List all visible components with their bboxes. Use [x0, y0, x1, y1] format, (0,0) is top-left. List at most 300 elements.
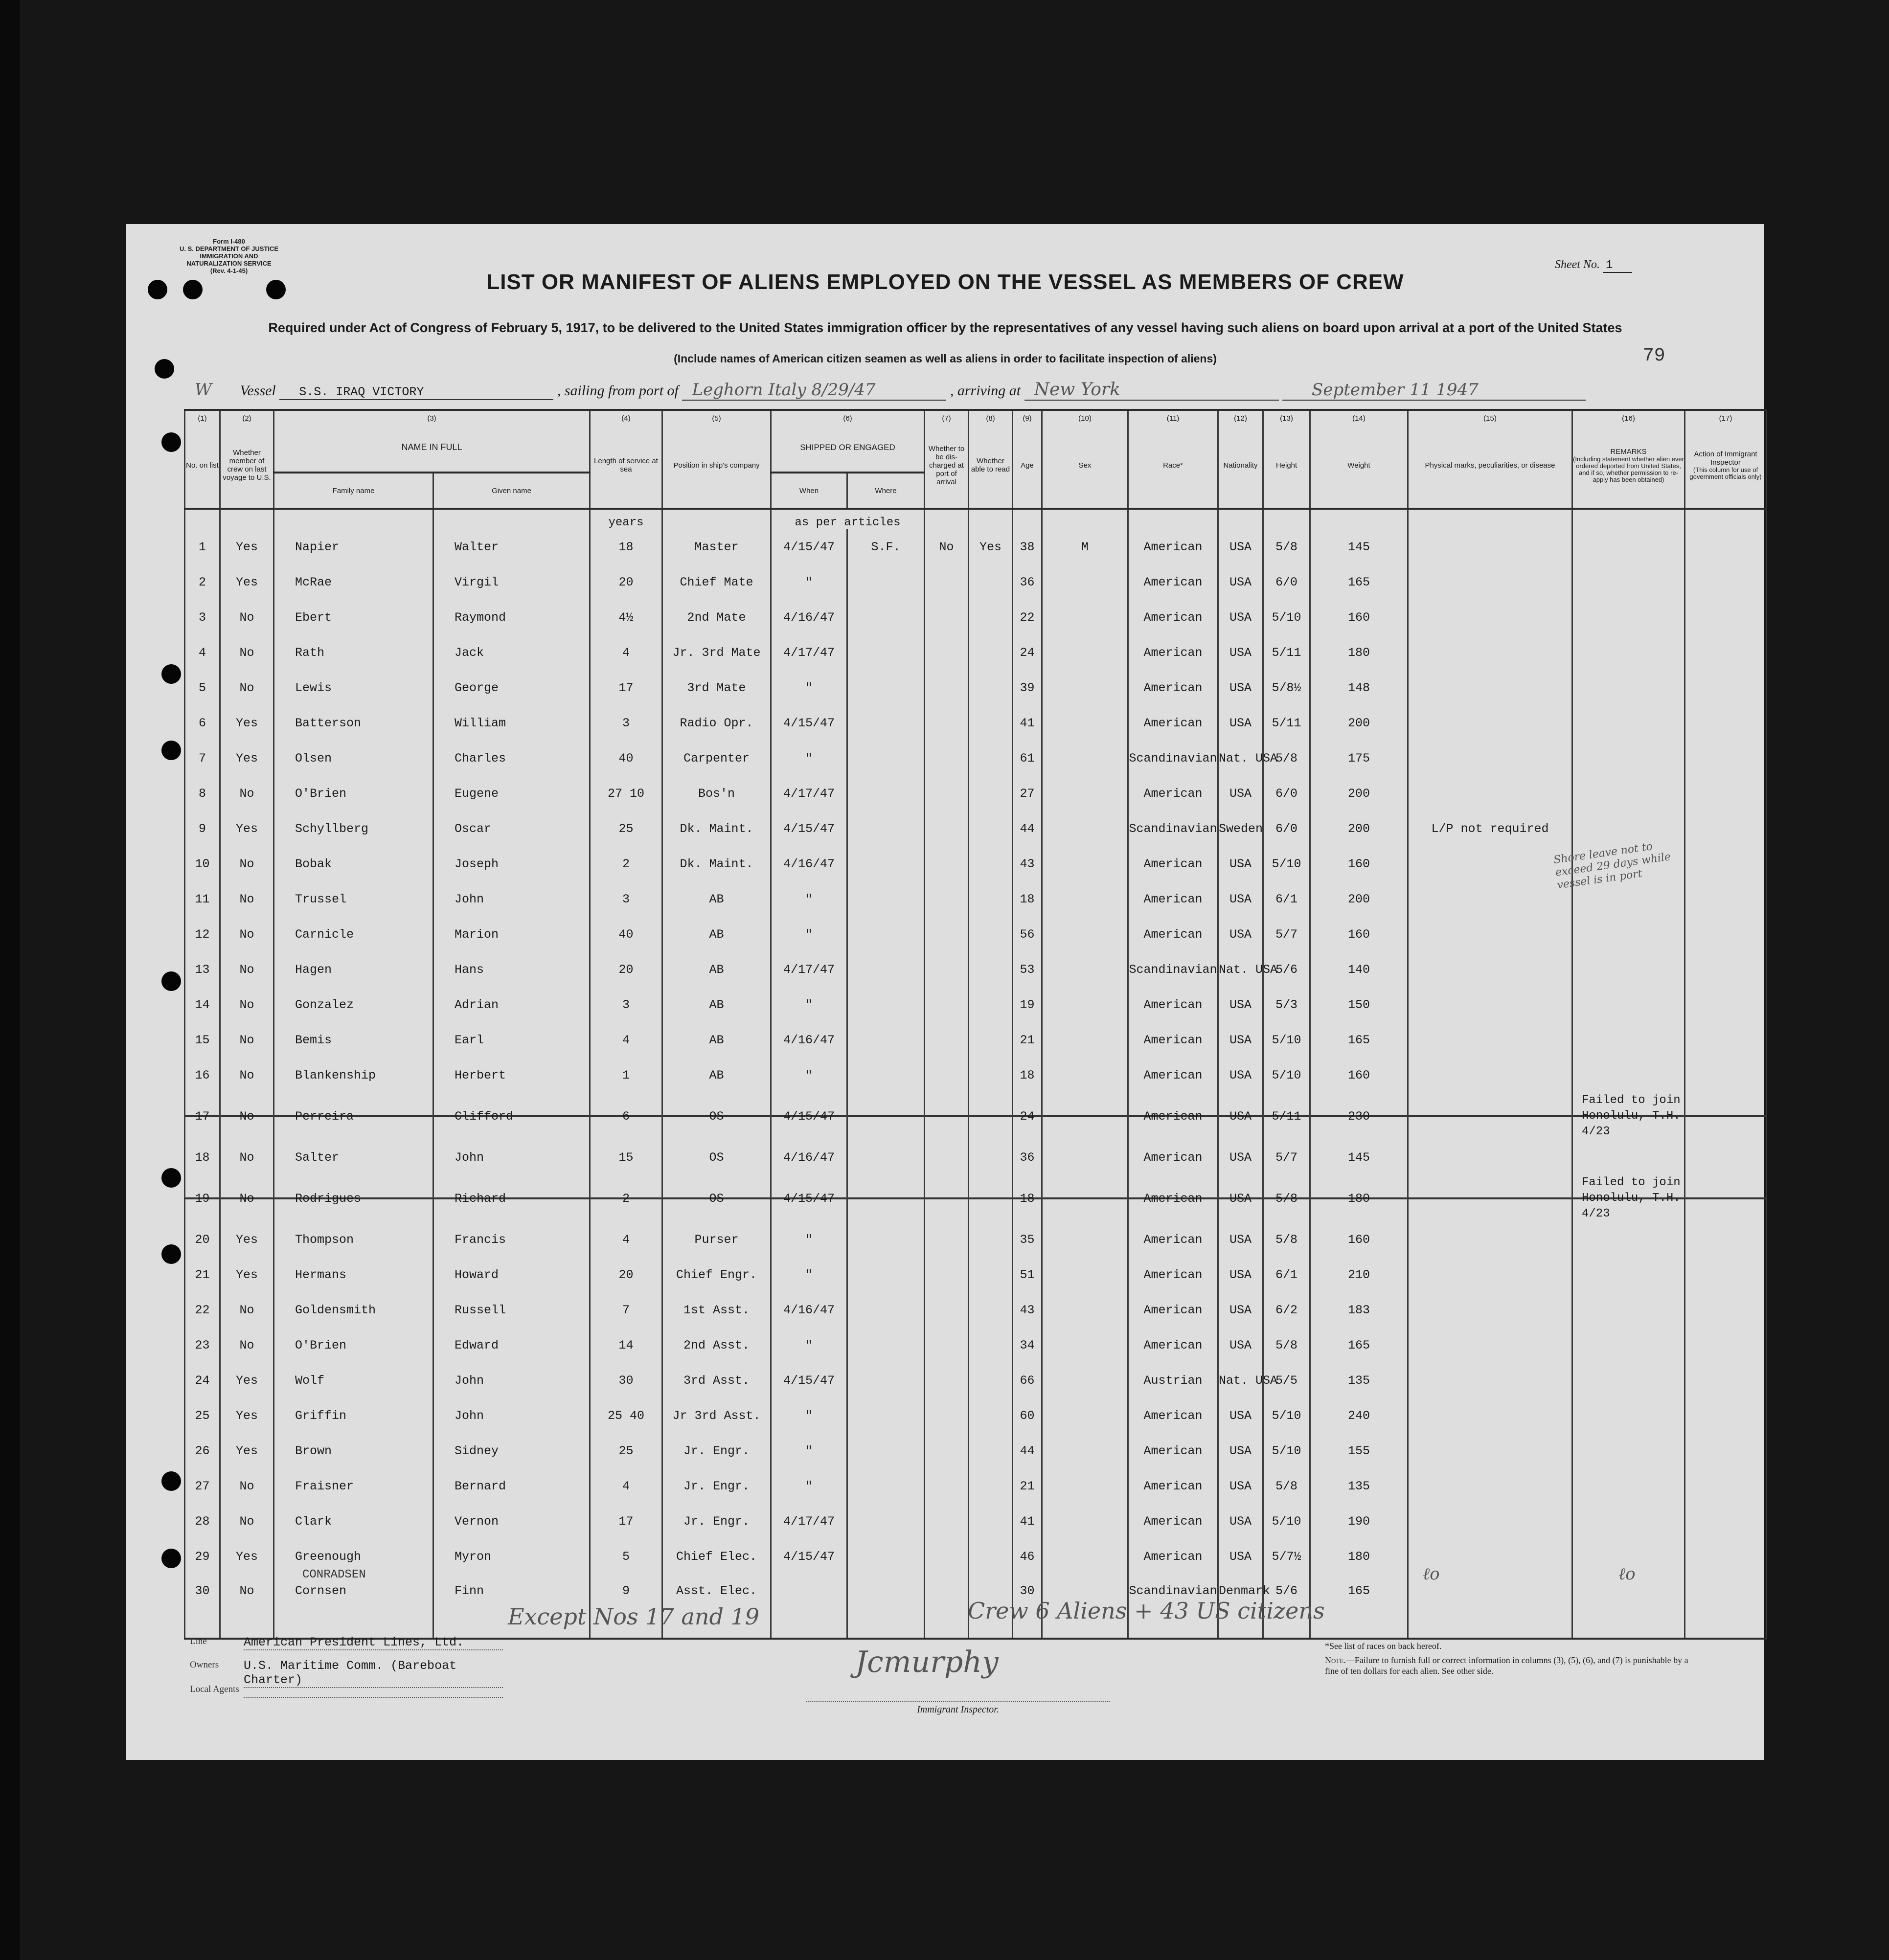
- crew-row: [185, 881, 1767, 917]
- sex-cell: [1042, 1140, 1128, 1175]
- discharged-cell: [925, 1140, 969, 1175]
- height-cell: 5/8: [1263, 1222, 1310, 1257]
- race-cell: American: [1128, 635, 1218, 670]
- family-name-cell: Salter: [274, 1140, 433, 1175]
- form-identifier: [175, 238, 283, 274]
- header-nationality: Nationality: [1218, 423, 1263, 509]
- age-cell: 46: [1013, 1539, 1042, 1574]
- header-race: Race*: [1128, 423, 1218, 509]
- race-cell: American: [1128, 1058, 1218, 1093]
- header-where: Where: [847, 473, 925, 509]
- position-cell: AB: [662, 987, 771, 1022]
- previous-voyage-cell: No: [220, 600, 274, 635]
- sex-cell: M: [1042, 529, 1128, 564]
- form-revision: (Rev. 4-1-45): [210, 267, 248, 274]
- sex-cell: [1042, 1363, 1128, 1398]
- remarks-cell: [1572, 705, 1685, 741]
- able-to-read-cell: [969, 987, 1013, 1022]
- shipped-when-cell: 4/17/47: [771, 776, 847, 811]
- age-cell: 43: [1013, 1292, 1042, 1328]
- shipped-when-cell: 4/17/47: [771, 952, 847, 987]
- header-sex: Sex: [1042, 423, 1128, 509]
- given-name-cell: Jack: [433, 635, 590, 670]
- shipped-where-cell: [847, 952, 925, 987]
- previous-voyage-cell: No: [220, 881, 274, 917]
- given-name-cell: John: [433, 1140, 590, 1175]
- header-physical-marks: Physical marks, peculiarities, or disease: [1408, 423, 1572, 509]
- sex-cell: [1042, 1504, 1128, 1539]
- family-name-cell: Bobak: [274, 846, 433, 881]
- sex-cell: [1042, 1398, 1128, 1433]
- given-name-cell: Joseph: [433, 846, 590, 881]
- shipped-when-cell: ": [771, 1257, 847, 1292]
- discharged-cell: [925, 776, 969, 811]
- family-name-cell: Goldensmith: [274, 1292, 433, 1328]
- position-cell: 3rd Mate: [662, 670, 771, 705]
- sex-cell: [1042, 776, 1128, 811]
- discharged-cell: [925, 1398, 969, 1433]
- weight-cell: 180: [1310, 635, 1408, 670]
- sailing-label: , sailing from port of: [557, 383, 679, 399]
- nationality-cell: USA: [1218, 1292, 1263, 1328]
- height-cell: 5/10: [1263, 1022, 1310, 1058]
- column-number: (14): [1310, 410, 1408, 423]
- given-name-cell: Walter: [433, 529, 590, 564]
- header-previous-voyage: Whether member of crew on last voyage to U.S.: [220, 423, 274, 509]
- height-cell: 5/8: [1263, 1468, 1310, 1504]
- race-cell: American: [1128, 881, 1218, 917]
- able-to-read-cell: [969, 1222, 1013, 1257]
- height-cell: 5/5: [1263, 1363, 1310, 1398]
- sex-cell: [1042, 1468, 1128, 1504]
- race-cell: American: [1128, 1022, 1218, 1058]
- crew-row: [185, 564, 1767, 600]
- row-number: 19: [185, 1175, 220, 1222]
- physical-marks-cell: [1408, 952, 1572, 987]
- column-number: (3): [274, 410, 590, 423]
- weight-cell: 165: [1310, 564, 1408, 600]
- row-number: 4: [185, 635, 220, 670]
- height-cell: 6/1: [1263, 1257, 1310, 1292]
- nationality-cell: USA: [1218, 1222, 1263, 1257]
- position-cell: OS: [662, 1140, 771, 1175]
- age-cell: 44: [1013, 811, 1042, 846]
- physical-marks-cell: [1408, 1328, 1572, 1363]
- able-to-read-cell: [969, 1504, 1013, 1539]
- weight-cell: 165: [1310, 1022, 1408, 1058]
- physical-marks-cell: [1408, 1175, 1572, 1222]
- sex-cell: [1042, 635, 1128, 670]
- given-name-cell: Clifford: [433, 1093, 590, 1140]
- previous-voyage-cell: Yes: [220, 1539, 274, 1574]
- shipped-when-cell: 4/16/47: [771, 1140, 847, 1175]
- discharged-cell: [925, 1504, 969, 1539]
- service-years-cell: 2: [590, 846, 662, 881]
- previous-voyage-cell: Yes: [220, 529, 274, 564]
- physical-marks-cell: [1408, 987, 1572, 1022]
- position-cell: AB: [662, 1022, 771, 1058]
- shipped-when-cell: ": [771, 987, 847, 1022]
- age-cell: 21: [1013, 1022, 1042, 1058]
- family-name-cell: Hagen: [274, 952, 433, 987]
- column-number: (11): [1128, 410, 1218, 423]
- nationality-cell: USA: [1218, 1468, 1263, 1504]
- crew-row: [185, 952, 1767, 987]
- penalty-note: [1325, 1655, 1697, 1676]
- shipped-where-cell: [847, 741, 925, 776]
- sex-cell: [1042, 1022, 1128, 1058]
- height-cell: 6/0: [1263, 811, 1310, 846]
- physical-marks-cell: [1408, 1504, 1572, 1539]
- service-years-cell: 4: [590, 1468, 662, 1504]
- able-to-read-cell: [969, 1093, 1013, 1140]
- shipped-when-cell: 4/17/47: [771, 635, 847, 670]
- vessel-label: Vessel: [240, 383, 276, 399]
- height-cell: 5/11: [1263, 705, 1310, 741]
- inspector-action-cell: [1685, 1539, 1767, 1574]
- inspector-action-cell: [1685, 1175, 1767, 1222]
- discharged-cell: [925, 1257, 969, 1292]
- crew-row: [185, 1257, 1767, 1292]
- height-cell: 5/10: [1263, 1058, 1310, 1093]
- able-to-read-cell: [969, 635, 1013, 670]
- inspector-action-cell: [1685, 1222, 1767, 1257]
- given-name-cell: Charles: [433, 741, 590, 776]
- service-years-cell: 27 10: [590, 776, 662, 811]
- inspector-action-cell: [1685, 600, 1767, 635]
- previous-voyage-cell: No: [220, 670, 274, 705]
- height-cell: 6/2: [1263, 1292, 1310, 1328]
- inspector-action-cell: [1685, 917, 1767, 952]
- crew-row: [185, 1398, 1767, 1433]
- height-cell: 5/10: [1263, 1398, 1310, 1433]
- header-when: When: [771, 473, 847, 509]
- age-cell: 36: [1013, 564, 1042, 600]
- inspector-signature: Jcmurphy: [855, 1645, 999, 1679]
- previous-voyage-cell: No: [220, 846, 274, 881]
- nationality-cell: USA: [1218, 1175, 1263, 1222]
- shipped-where-cell: [847, 1022, 925, 1058]
- shipped-when-cell: ": [771, 881, 847, 917]
- race-note: *See list of races on back hereof.: [1325, 1641, 1442, 1651]
- weight-cell: 135: [1310, 1468, 1408, 1504]
- able-to-read-cell: [969, 600, 1013, 635]
- shipped-where-cell: [847, 1468, 925, 1504]
- row-number: 24: [185, 1363, 220, 1398]
- discharged-cell: [925, 1363, 969, 1398]
- header-discharged: Whether to be dis-charged at port of arrival: [925, 423, 969, 509]
- punch-hole: [161, 1549, 181, 1568]
- sex-cell: [1042, 1257, 1128, 1292]
- nationality-cell: Nat. USA: [1218, 741, 1263, 776]
- inspector-action-cell: [1685, 1058, 1767, 1093]
- weight-cell: 165: [1310, 1574, 1408, 1639]
- age-cell: 38: [1013, 529, 1042, 564]
- row-number: 20: [185, 1222, 220, 1257]
- able-to-read-cell: [969, 1468, 1013, 1504]
- crew-row: [185, 1093, 1767, 1140]
- weight-cell: 155: [1310, 1433, 1408, 1468]
- inspector-action-cell: [1685, 1574, 1767, 1639]
- nationality-cell: USA: [1218, 1093, 1263, 1140]
- age-cell: 53: [1013, 952, 1042, 987]
- given-name-cell: Howard: [433, 1257, 590, 1292]
- family-name-cell: Schyllberg: [274, 811, 433, 846]
- crew-manifest-table: [184, 409, 1767, 1640]
- height-cell: 5/8: [1263, 529, 1310, 564]
- crew-row: [185, 705, 1767, 741]
- service-years-cell: 17: [590, 670, 662, 705]
- service-years-cell: 4: [590, 635, 662, 670]
- shipped-where-cell: [847, 1398, 925, 1433]
- remarks-cell: [1572, 1140, 1685, 1175]
- row-number: 7: [185, 741, 220, 776]
- shipped-where-cell: [847, 1433, 925, 1468]
- row-number: 27: [185, 1468, 220, 1504]
- race-cell: American: [1128, 917, 1218, 952]
- weight-cell: 240: [1310, 1398, 1408, 1433]
- shipped-when-cell: 4/15/47: [771, 1175, 847, 1222]
- given-name-cell: Myron: [433, 1539, 590, 1574]
- height-cell: 6/1: [1263, 881, 1310, 917]
- crew-row: [185, 1468, 1767, 1504]
- race-cell: American: [1128, 600, 1218, 635]
- header-age: Age: [1013, 423, 1042, 509]
- shipped-where-cell: [847, 1504, 925, 1539]
- column-number: (8): [969, 410, 1013, 423]
- inspector-action-note: (This column for use of government officials only): [1689, 466, 1762, 480]
- age-cell: 36: [1013, 1140, 1042, 1175]
- family-name-cell: Fraisner: [274, 1468, 433, 1504]
- line-label: Line: [190, 1636, 207, 1646]
- physical-marks-cell: [1408, 529, 1572, 564]
- family-name-cell: Perreira: [274, 1093, 433, 1140]
- remarks-cell: [1572, 1468, 1685, 1504]
- sex-cell: [1042, 1328, 1128, 1363]
- inspector-action-cell: [1685, 881, 1767, 917]
- family-name-cell: Lewis: [274, 670, 433, 705]
- previous-voyage-cell: No: [220, 635, 274, 670]
- discharged-cell: No: [925, 529, 969, 564]
- age-cell: 39: [1013, 670, 1042, 705]
- age-cell: 27: [1013, 776, 1042, 811]
- name-correction: CONRADSEN: [302, 1568, 366, 1581]
- inspector-action-cell: [1685, 1140, 1767, 1175]
- remarks-cell: Failed to join Honolulu, T.H. 4/23: [1572, 1093, 1685, 1140]
- service-years-cell: 7: [590, 1292, 662, 1328]
- row-number: 29: [185, 1539, 220, 1574]
- header-length-of-service: Length of service at sea: [590, 423, 662, 509]
- column-number: (4): [590, 410, 662, 423]
- sex-cell: [1042, 1058, 1128, 1093]
- sex-cell: [1042, 1539, 1128, 1574]
- shipped-when-cell: 4/16/47: [771, 1022, 847, 1058]
- column-number: (12): [1218, 410, 1263, 423]
- age-cell: 18: [1013, 881, 1042, 917]
- shipped-where-cell: [847, 1363, 925, 1398]
- weight-cell: 150: [1310, 987, 1408, 1022]
- sex-cell: [1042, 881, 1128, 917]
- sex-cell: [1042, 846, 1128, 881]
- able-to-read-cell: [969, 952, 1013, 987]
- header-family-name: Family name: [274, 473, 433, 509]
- family-name-cell: Clark: [274, 1504, 433, 1539]
- height-cell: 6/0: [1263, 776, 1310, 811]
- service-years-cell: 25: [590, 1433, 662, 1468]
- remarks-cell: [1572, 1328, 1685, 1363]
- physical-marks-cell: [1408, 846, 1572, 881]
- height-cell: 5/8½: [1263, 670, 1310, 705]
- inspector-action-cell: [1685, 1433, 1767, 1468]
- previous-voyage-cell: Yes: [220, 811, 274, 846]
- nationality-cell: USA: [1218, 846, 1263, 881]
- remarks-cell: [1572, 741, 1685, 776]
- previous-voyage-cell: Yes: [220, 1222, 274, 1257]
- column-number: (13): [1263, 410, 1310, 423]
- sheet-number-value: 1: [1603, 259, 1632, 273]
- remarks-cell: [1572, 1504, 1685, 1539]
- height-cell: 5/6: [1263, 1574, 1310, 1639]
- inspector-action-cell: [1685, 741, 1767, 776]
- age-cell: 51: [1013, 1257, 1042, 1292]
- physical-marks-cell: [1408, 1363, 1572, 1398]
- column-number: (5): [662, 410, 771, 423]
- age-cell: 61: [1013, 741, 1042, 776]
- race-cell: American: [1128, 529, 1218, 564]
- row-number: 28: [185, 1504, 220, 1539]
- position-cell: 3rd Asst.: [662, 1363, 771, 1398]
- remarks-cell: [1572, 635, 1685, 670]
- given-name-cell: Bernard: [433, 1468, 590, 1504]
- column-number: (16): [1572, 410, 1685, 423]
- discharged-cell: [925, 1022, 969, 1058]
- inspector-action-cell: [1685, 1398, 1767, 1433]
- previous-voyage-cell: No: [220, 987, 274, 1022]
- shipped-when-cell: ": [771, 1058, 847, 1093]
- service-years-cell: 18: [590, 529, 662, 564]
- crew-row: [185, 811, 1767, 846]
- remarks-cell: [1572, 1257, 1685, 1292]
- shipped-when-cell: ": [771, 1468, 847, 1504]
- weight-cell: 183: [1310, 1292, 1408, 1328]
- race-cell: American: [1128, 705, 1218, 741]
- family-name-cell: Blankenship: [274, 1058, 433, 1093]
- document-title: LIST OR MANIFEST OF ALIENS EMPLOYED ON THE VESSEL AS MEMBERS OF CREW: [486, 270, 1404, 294]
- service-years-cell: 2: [590, 1175, 662, 1222]
- shipped-when-cell: 4/16/47: [771, 1292, 847, 1328]
- punch-hole: [161, 741, 181, 760]
- shipped-when-cell: ": [771, 741, 847, 776]
- column-number-row: [185, 410, 1767, 423]
- able-to-read-cell: [969, 1257, 1013, 1292]
- given-name-cell: Sidney: [433, 1433, 590, 1468]
- previous-voyage-cell: No: [220, 776, 274, 811]
- service-years-cell: 4½: [590, 600, 662, 635]
- service-years-cell: 1: [590, 1058, 662, 1093]
- crew-row: [185, 1222, 1767, 1257]
- shipped-when-cell: ": [771, 1433, 847, 1468]
- position-cell: Radio Opr.: [662, 705, 771, 741]
- row-number: 9: [185, 811, 220, 846]
- race-cell: American: [1128, 1539, 1218, 1574]
- inspector-action-cell: [1685, 1504, 1767, 1539]
- crew-row: [185, 1140, 1767, 1175]
- discharged-cell: [925, 1175, 969, 1222]
- header-name-in-full: NAME IN FULL: [274, 423, 590, 473]
- crew-row: [185, 1363, 1767, 1398]
- inspector-action-cell: [1685, 1093, 1767, 1140]
- service-years-cell: 6: [590, 1093, 662, 1140]
- row-number: 30: [185, 1574, 220, 1639]
- family-name-cell: Carnicle: [274, 917, 433, 952]
- service-years-cell: 4: [590, 1022, 662, 1058]
- sex-cell: [1042, 917, 1128, 952]
- age-cell: 56: [1013, 917, 1042, 952]
- age-cell: 21: [1013, 1468, 1042, 1504]
- inspector-action-cell: [1685, 1292, 1767, 1328]
- document-subtitle: Required under Act of Congress of February 5, 1917, to be delivered to the United States immigration officer by the representatives of any vessel having such aliens on board upon arrival at a port of the United States: [268, 320, 1622, 335]
- age-cell: 44: [1013, 1433, 1042, 1468]
- shipped-where-cell: [847, 635, 925, 670]
- given-name-cell: John: [433, 881, 590, 917]
- weight-cell: 145: [1310, 529, 1408, 564]
- position-cell: Purser: [662, 1222, 771, 1257]
- able-to-read-cell: [969, 881, 1013, 917]
- shipped-when-cell: 4/16/47: [771, 846, 847, 881]
- shipped-where-cell: [847, 846, 925, 881]
- physical-marks-cell: [1408, 881, 1572, 917]
- inspector-action-title: Action of Immigrant Inspector: [1694, 450, 1757, 467]
- inspector-initials: ℓο: [1423, 1564, 1440, 1584]
- given-name-cell: Eugene: [433, 776, 590, 811]
- remarks-cell: [1572, 1398, 1685, 1433]
- able-to-read-cell: [969, 1292, 1013, 1328]
- crew-row: [185, 1433, 1767, 1468]
- owners-label: Owners: [190, 1660, 219, 1670]
- race-cell: American: [1128, 564, 1218, 600]
- given-name-cell: Vernon: [433, 1504, 590, 1539]
- weight-cell: 165: [1310, 1328, 1408, 1363]
- race-cell: American: [1128, 1328, 1218, 1363]
- nationality-cell: USA: [1218, 1539, 1263, 1574]
- given-name-cell: Russell: [433, 1292, 590, 1328]
- weight-cell: 160: [1310, 846, 1408, 881]
- weight-cell: 180: [1310, 1539, 1408, 1574]
- previous-voyage-cell: Yes: [220, 1398, 274, 1433]
- inspector-action-cell: [1685, 952, 1767, 987]
- document-subnote: (Include names of American citizen seamen as well as aliens in order to facilitate inspection of aliens): [674, 352, 1217, 365]
- discharged-cell: [925, 564, 969, 600]
- race-cell: Scandinavian: [1128, 1574, 1218, 1639]
- crew-row: [185, 987, 1767, 1022]
- physical-marks-cell: [1408, 1257, 1572, 1292]
- previous-voyage-cell: No: [220, 1058, 274, 1093]
- sex-cell: [1042, 811, 1128, 846]
- crew-row: [185, 1504, 1767, 1539]
- age-cell: 19: [1013, 987, 1042, 1022]
- able-to-read-cell: [969, 1398, 1013, 1433]
- remarks-cell: [1572, 776, 1685, 811]
- crew-manifest-grid: [184, 409, 1767, 1640]
- able-to-read-cell: [969, 670, 1013, 705]
- family-name-cell: Batterson: [274, 705, 433, 741]
- row-number: 15: [185, 1022, 220, 1058]
- nationality-cell: USA: [1218, 881, 1263, 917]
- position-cell: 1st Asst.: [662, 1292, 771, 1328]
- discharged-cell: [925, 917, 969, 952]
- family-name-cell: Napier: [274, 529, 433, 564]
- height-cell: 5/8: [1263, 1328, 1310, 1363]
